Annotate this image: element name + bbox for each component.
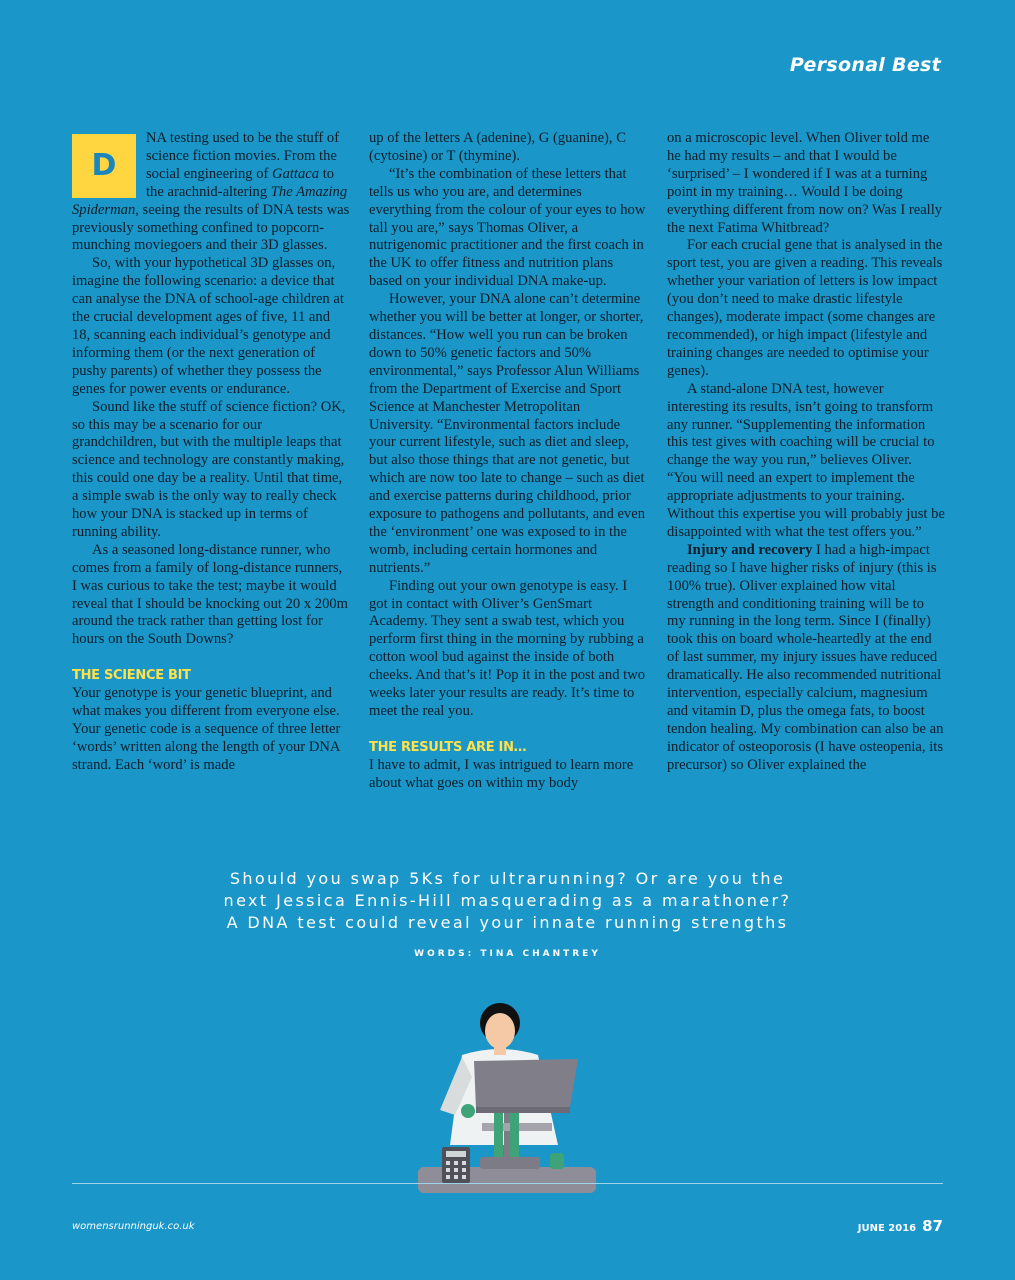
flask [550,1153,564,1169]
subheading-results: THE RESULTS ARE IN… [369,739,527,755]
neck [494,1045,506,1055]
monitor-edge [476,1107,570,1113]
paragraph: up of the letters A (adenine), G (guanine), C (cytosine) or T (thymine). [369,130,626,164]
footer-website: womensrunninguk.co.uk [72,1221,195,1232]
byline: WORDS: TINA CHANTREY [414,949,601,959]
standfirst-line: A DNA test could reveal your innate running strengths [226,913,789,932]
standfirst-line: Should you swap 5Ks for ultrarunning? Or are you the [229,869,786,888]
paragraph: I have to admit, I was intrigued to learn more about what goes on within my body [369,756,634,791]
calculator-display [446,1151,466,1157]
section-title: Personal Best [789,54,941,76]
paragraph: So, with your hypothetical 3D glasses on, imagine the following scenario: a device that can analyse the DNA of school-age children at the crucial development ages of five, 11 and 18, scanning each individual’s genotype and informing them (or the next generation of pushy parents) of whether they possess the genes for power events or endurance. [72,255,344,397]
column-3 [667,130,945,775]
scientist-illustration [410,995,610,1195]
paragraph: NA testing used to be the stuff of science fiction movies. From the social engineering of Gattaca to the arachnid-altering The Amazing Spiderman, seeing the results of DNA tests was previously something confined to popcorn-munching moviegoers and their 3D glasses. [72,130,350,254]
issue-date: JUNE 2016 [857,1223,917,1234]
paragraph: “It’s the combination of these letters that tells us who you are, and determines everything from the colour of your eyes to how tall you are,” says Thomas Oliver, a nutrigenomic practitioner and the first coach in the UK to offer fitness and nutrition plans based on your individual DNA make-up. [369,165,646,290]
monitor-screen [474,1059,578,1109]
inline-subheading: Injury and recovery [687,541,813,558]
column-1 [72,130,350,775]
page-number: 87 [922,1217,943,1235]
paragraph: However, your DNA alone can’t determine whether you will be better at longer, or shorter, distances. “How well you run can be broken down to 50% genetic factors and 50% environmental,” says Professor Alun Williams from the Department of Exercise and Sport Science at Manchester Metropolitan University. “Environmental factors include your current lifestyle, such as diet and sleep, but also those things that are not genetic, but which are now too late to change – such as diet and exercise patterns during childhood, prior exposure to pathogens and pollutants, and even the ‘environment’ one was exposed to in the womb, including certain hormones and nutrients.” [369,291,645,576]
paragraph: As a seasoned long-distance runner, who comes from a family of long-distance runners, I was curious to take the test; maybe it would reveal that I should be knocking out 20 x 200m around the track rather than getting lost for hours on the South Downs? [72,541,349,648]
paragraph: A stand-alone DNA test, however interesting its results, isn’t going to transform any runner. “Supplementing the information this test gives with coaching will be crucial to change the way you run,” believes Oliver. “You will need an expert to implement the appropriate adjustments to your training. Without this expertise you will probably just be disappointed with what the test offers you.” [667,380,945,540]
subheading-science-bit: THE SCIENCE BIT [72,668,191,684]
stand-base [480,1157,540,1169]
footer-page-info [858,1216,943,1235]
paragraph: Finding out your own genotype is easy. I got in contact with Oliver’s GenSmart Academy. They sent a swab test, which you perform first thing in the morning by rubbing a cotton wool bud against the inside of both cheeks. And that’s it! Pop it in the post and two weeks later your results are ready. It’s time to meet the real you. [369,577,646,719]
standfirst [0,868,1015,934]
leg [510,1113,519,1157]
paragraph: Sound like the stuff of science fiction? OK, so this may be a scenario for our grandchildren, but with the multiple leaps that science and technology are constantly making, this could one day be a reality. Until that time, a simple swab is the only way to really check how your DNA is stacked up in terms of running ability. [72,398,346,540]
paragraph: Injury and recovery I had a high-impact reading so I have higher risks of injury (this is 100% true). Oliver explained how vital strength and conditioning training will be to my running in the long term. Since I (finally) took this on board whole-heartedly at the end of last summer, my injury issues have reduced dramatically. He also recommended nutritional intervention, especially calcium, magnesium and vitamin D, plus the omega fats, to boost tendon healing. My combination can also be an indicator of osteoporosis (I have osteopenia, its precursor) so Oliver explained the [667,541,944,773]
paragraph: on a microscopic level. When Oliver told me he had my results – and that I would be ‘surprised’ – I wondered if I was at a turning point in my training… Would I be doing everything different from now on? Was I really the next Fatima Whitbread? [667,130,943,236]
footer-rule [72,1183,943,1184]
face [485,1013,515,1049]
drop-cap: D [72,134,136,198]
calculator-keys [446,1161,466,1179]
paragraph: Your genotype is your genetic blueprint, and what makes you different from everyone else. Your genetic code is a sequence of three letter ‘words’ written along the length of your DNA strand. Each ‘word’ is made [72,685,341,773]
standfirst-line: next Jessica Ennis-Hill masquerading as a marathoner? [223,891,792,910]
left-glove [461,1104,475,1118]
column-2 [369,130,647,793]
paragraph: For each crucial gene that is analysed in the sport test, you are given a reading. This reveals whether your variation of letters is low impact (you don’t need to make drastic lifestyle changes), moderate impact (some changes are recommended), or high impact (lifestyle and training changes are needed to optimise your genes). [667,237,943,379]
leg [494,1113,503,1157]
